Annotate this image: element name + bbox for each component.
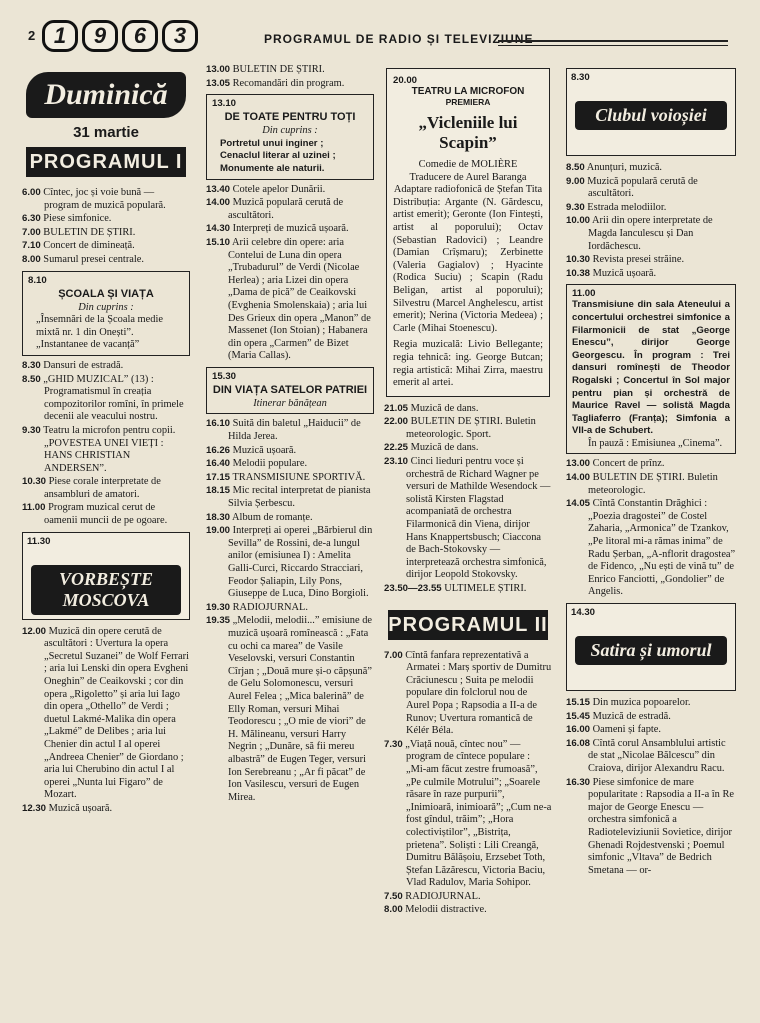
entry-text: Recomandări din program.: [232, 77, 345, 89]
entry-text: Melodii distractive.: [405, 904, 487, 916]
entry-time: 16.08: [566, 737, 591, 749]
box-bullet: Portretul unui inginer ;: [220, 137, 324, 149]
program-entry: [22, 803, 190, 816]
entry-time: 10.38: [566, 267, 591, 279]
entry-time: 8.00: [22, 253, 41, 265]
entry-time: 14.00: [206, 197, 231, 209]
entry-time: 15.45: [566, 710, 591, 722]
theatre-heading: TEATRU LA MICROFON: [411, 86, 525, 97]
entry-time: 23.50—23.55: [384, 583, 442, 594]
entry-time: 16.00: [566, 724, 591, 736]
entry-text: „GHID MUZICAL” (13) : Programatismul în creația compozitorilor romîni, în primele decenii ale veacului nostru.: [43, 373, 184, 423]
box-title: DE TOATE PENTRU TOȚI: [224, 111, 356, 124]
entry-text: Muzică de estradă.: [592, 710, 671, 722]
entry-time: 22.25: [384, 442, 409, 454]
box-bullet: „Însemnări de la Școala medie mixtă nr. 1 din Onești”.: [36, 314, 163, 338]
translation-credit: Traducere de Aurel Baranga: [409, 171, 527, 183]
entry-time: 6.00: [22, 187, 41, 198]
entry-text: Cîntă fanfara reprezentativă a Armatei : Marș sportiv de Dumitru Crăciunescu ; Suita pe melodii populare din folclorul nou de Aurel Popa ; Rapsodia a II-a de Runov; Uvertura romantică de Kélér Béla.: [405, 649, 552, 737]
entry-time: 9.00: [566, 175, 585, 187]
entry-text: Dansuri de estradă.: [43, 359, 124, 371]
entry-text: Concert de dimineață.: [43, 240, 135, 252]
entry-text: TRANSMISIUNE SPORTIVĂ.: [232, 471, 366, 483]
program-entry: [566, 458, 736, 471]
entry-time: 16.26: [206, 444, 231, 456]
entry-text: Piese corale interpretate de ansambluri de amatori.: [44, 476, 161, 500]
entry-time: 10.30: [22, 476, 47, 488]
entry-time: 8.30: [22, 359, 41, 371]
program-entry: [22, 502, 190, 527]
program-entry: [22, 360, 190, 373]
interval-text: În pauză : Emisiunea „Cinema”.: [588, 437, 723, 449]
entry-text: Oameni și fapte.: [592, 724, 662, 736]
program-entry: [384, 456, 552, 582]
program-entry: [206, 64, 374, 77]
program-entry: [566, 268, 736, 281]
program-entry: [566, 738, 736, 776]
box-bullet: Monumente ale naturii.: [220, 162, 325, 174]
box-bullet: Cenaclul literar al uzinei ;: [220, 150, 336, 162]
box-title: ȘCOALA ȘI VIAȚA: [58, 287, 154, 300]
play-author: Comedie de MOLIÈRE: [418, 159, 518, 170]
concert-text: Transmisiune din sala Ateneului a concertului orchestrei simfonice a Filarmonicii de stat „George Enescu”, dirijor George Georgescu. În program : Trei dansuri romînești de Theodor Rogalski ; Concertul în Sol major pentru pian și orchestră de Maurice Ravel — solistă Magda Tagliaferro (Franța); Simfonia a VII-a de Schubert.: [572, 299, 730, 437]
program-entry: [22, 425, 190, 475]
entry-text: Cîntă corul Ansamblului artistic de stat „Nicolae Bălcescu” din Craiova, dirijor Alexandru Racu.: [588, 737, 726, 774]
entry-text: Muzică populară cerută de ascultători.: [587, 175, 698, 200]
program-entry: [566, 711, 736, 724]
program-entry: [22, 476, 190, 501]
entry-text: BULETIN DE ȘTIRI.: [232, 64, 325, 75]
page-number: 2: [28, 28, 36, 43]
play-title: „Vicleniile lui Scapin”: [418, 113, 518, 152]
entry-time: 23.10: [384, 456, 409, 468]
column-3: [384, 64, 552, 918]
banner-label: Satira și umorul: [575, 636, 727, 665]
program-entry: [566, 777, 736, 878]
entry-text: BULETIN DE ȘTIRI. Buletin meteorologic. Sport.: [406, 416, 536, 440]
program-entry: [384, 403, 552, 416]
entry-time: 13.05: [206, 77, 231, 89]
year-digit: 6: [122, 20, 158, 52]
box-subtitle: Itinerar bănățean: [253, 397, 327, 409]
entry-text: Cîntec, joc și voie bună — program de muzică populară.: [43, 187, 166, 211]
box-title: DIN VIAȚA SATELOR PATRIEI: [212, 383, 368, 396]
entry-text: Cinci lieduri pentru voce și orchestră de Richard Wagner pe versuri de Mathilde Wesendock — solistă Kirsten Flagstad acompaniată de orchestra Filarmonică din Viena, dirijor Hans Knappertsbusch; Ciaccona de Bach-Stokovsky — interpretează orchestra simfonică, dirijor Leopold Stokovsky.: [406, 456, 551, 581]
column-1: [22, 64, 190, 817]
program-entry: [384, 904, 552, 917]
entry-text: Muzică populară cerută de ascultători.: [228, 197, 344, 221]
entry-time: 7.30: [384, 738, 403, 750]
moscow-banner: [22, 532, 190, 620]
entry-text: Interpreți de muzică ușoară.: [232, 223, 349, 235]
entry-text: Melodii populare.: [232, 458, 308, 470]
entry-time: 9.30: [566, 201, 585, 213]
box-time: 13.10: [212, 98, 237, 110]
entry-time: 14.00: [566, 472, 591, 484]
entry-time: 19.30: [206, 601, 231, 613]
villages-box: [206, 367, 374, 415]
program-2-title: PROGRAMUL II: [388, 610, 548, 640]
program-entry: [206, 512, 374, 525]
entry-time: 21.05: [384, 402, 409, 414]
entry-time: 14.30: [206, 223, 231, 235]
program-entry: [22, 254, 190, 267]
theatre-box: [386, 68, 550, 397]
program-entry: [206, 458, 374, 471]
entry-time: 14.05: [566, 498, 591, 510]
program-entry: [384, 739, 552, 890]
entry-time: 13.00: [206, 64, 231, 75]
entry-time: 8.50: [22, 373, 41, 385]
entry-text: Teatru la microfon pentru copii. „POVESTEA UNEI VIEȚI : HANS CHRISTIAN ANDERSEN”.: [43, 424, 176, 474]
program-entry: [22, 374, 190, 424]
entry-text: Revista presei străine.: [592, 254, 685, 266]
school-box: [22, 271, 190, 356]
entry-time: 10.00: [566, 215, 591, 227]
entry-text: Muzică din opere cerută de ascultători : Uvertura la opera „Secretul Suzanei” de Wolf Ferrari ; aria lui Lenski din opera Evgheni Oneghin” de Ceaikovski ; cor din opera „Rigoletto” și aria lui Iago din opera „Othello” de Verdi ; duetul Lakmé-Malika din opera „Lakmé” de Delibes ; aria lui Chenier din actul I al operei „Andreea Chenier” de Giordano ; aria lui Cherubino din actul I al operei „Nunta lui Figaro” de Mozart.: [44, 625, 189, 801]
entry-time: 18.15: [206, 485, 231, 497]
year-digit: 3: [162, 20, 198, 52]
program-entry: [22, 240, 190, 253]
entry-time: 19.00: [206, 525, 231, 537]
entry-time: 19.35: [206, 615, 231, 627]
entry-text: Estrada melodiilor.: [587, 201, 667, 213]
program-entry: [566, 176, 736, 201]
entry-text: Muzică ușoară.: [592, 267, 657, 279]
program-entry: [384, 583, 552, 596]
program-entry: [566, 202, 736, 215]
entry-time: 8.00: [384, 904, 403, 916]
program-1-title: PROGRAMUL I: [26, 147, 186, 177]
entry-time: 11.00: [22, 502, 46, 514]
entry-time: 6.30: [22, 213, 41, 225]
program-entry: [206, 237, 374, 363]
entry-time: 16.40: [206, 458, 231, 470]
program-entry: [566, 162, 736, 175]
program-entry: [206, 472, 374, 485]
entry-text: Arii din opere interpretate de Magda Ianculescu și Dan Iordăchescu.: [588, 215, 713, 252]
entry-text: „Viață nouă, cîntec nou” — program de cîntece populare : „Mi-am făcut zestre frumoasă”, „Pe culmile Motrului”; „Soarele răsare în raze purpurii”, „Inimioară, inimioară”; „Cum ne-a fost gîndul, trăim”; „Hora colectiviștilor”, „Bistrița, prietena”. Soliști : Lili Creangă, Dumitru Bălășoiu, Erzsebet Toth, Ștefan Lăzărescu, Victoria Baciu, Vlad Radulov, Maria Sohipor.: [405, 738, 552, 889]
program-entry: [384, 442, 552, 455]
program-entry: [384, 416, 552, 441]
entry-time: 15.10: [206, 236, 231, 248]
program-entry: [206, 525, 374, 601]
entry-time: 15.15: [566, 697, 591, 708]
entry-text: Muzică ușoară.: [48, 802, 113, 814]
header-rule: [498, 40, 728, 46]
program-entry: [566, 472, 736, 497]
program-entry: [206, 184, 374, 197]
box-bullet: „Instantanee de vacanță”: [36, 339, 140, 351]
entry-text: RADIOJURNAL.: [232, 601, 308, 613]
entry-text: „Melodii, melodii...” emisiune de muzică ușoară romînească : „Fata cu ochi ca marea” de Vasile Veselovski, versuri Constantin Cîrjan ; „Două mure și-o căpșună” de Gelu Solomonescu, versuri Aurel Felea ; „Mica balerină” de Elly Roman, versuri Mihai Teodorescu ; „O mie de viori” de H. Mălineanu, versuri Harry Negrin ; „Dunăre, să fii mereu albastră” de Eugen Teger, versuri Ion Serebreanu ; „Ar fi păcat” de Ion Vasilescu, versuri de Eugen Mirea.: [228, 615, 373, 803]
banner-label: Clubul voioșiei: [575, 101, 727, 130]
entry-time: 22.00: [384, 416, 409, 428]
box-time: 8.10: [28, 274, 47, 286]
entry-time: 13.00: [566, 458, 591, 470]
program-entry: [206, 197, 374, 222]
direction-credits: Regia muzicală: Livio Bellegante; regia tehnică: ing. George Butcan; regia artistică: Mihai Zirra, maestru emerit al artei.: [393, 339, 543, 389]
banner-time: 8.30: [571, 72, 590, 83]
year-logo: [42, 20, 198, 52]
program-entry: [206, 615, 374, 804]
program-entry: [384, 650, 552, 738]
box-time: 20.00: [393, 75, 418, 86]
cast-list: Distribuția: Argante (N. Gărdescu, artist emerit); Geronte (Ion Fintești, artist al poporului); Octav (Sebastian Radovici) ; Leandre (Damian Crîșmaru); Zerbinette (Valeria Gagialov) ; Hyacinte (Rodica Suciu) ; Scapin (Radu Beligan, artist al poporului); Silvestru (Marcel Anghelescu, artist emerit); Nerina (Victoria Medeea) ; Carle (Mihai Stoenescu).: [393, 196, 543, 334]
entry-text: Piese simfonice de mare popularitate : Rapsodia a II-a în Re major de George Enescu — orchestra simfonică a Radioteleviziunii Sovietice, dirijor Ghenadi Rojdestvenski ; Poemul simfonic „Vltava” de Bedrich Smetana — or-: [588, 776, 734, 876]
entry-text: Concert de prînz.: [592, 458, 665, 470]
entry-text: Cotele apelor Dunării.: [232, 183, 326, 195]
entry-time: 18.30: [206, 511, 231, 523]
program-entry: [22, 213, 190, 226]
entry-text: Program muzical cerut de oamenii muncii de pe ogoare.: [44, 502, 168, 527]
entry-time: 7.10: [22, 240, 41, 252]
premiere-label: PREMIERA: [445, 97, 491, 107]
entry-text: Din muzica popoarelor.: [592, 697, 691, 708]
banner-time: 11.30: [27, 535, 51, 547]
club-banner: [566, 68, 736, 156]
entry-text: ULTIMELE ȘTIRI.: [444, 583, 527, 594]
entry-time: 16.10: [206, 418, 231, 430]
program-entry: [566, 697, 736, 710]
program-entry: [566, 724, 736, 737]
entry-time: 10.30: [566, 254, 591, 266]
box-time: 11.00: [572, 288, 596, 300]
program-entry: [22, 626, 190, 802]
satire-banner: [566, 603, 736, 691]
entry-time: 7.00: [384, 649, 403, 661]
entry-time: 7.50: [384, 890, 403, 902]
entry-text: BULETIN DE ȘTIRI. Buletin meteorologic.: [588, 472, 718, 496]
year-digit: 9: [82, 20, 118, 52]
entry-time: 12.00: [22, 625, 47, 637]
entry-text: Muzică de dans.: [410, 442, 479, 454]
entry-text: Suită din baletul „Haiducii” de Hilda Jerea.: [228, 418, 361, 443]
entry-text: Mic recital interpretat de pianista Silvia Șerbescu.: [228, 485, 371, 510]
entry-text: Interpreți ai operei „Bărbierul din Sevilla” de Rossini, de-a lungul anilor (emisiunea I) : Amelita Galli-Curci, Riccardo Stracciari, Feodor Șaliapin, Lily Pons, Giuseppe de Luca, Dino Borgioli.: [228, 525, 373, 600]
entry-text: Muzică de dans.: [410, 402, 479, 414]
program-entry: [22, 227, 190, 240]
box-subtitle: Din cuprins :: [262, 125, 318, 137]
entry-time: 9.30: [22, 424, 41, 436]
entry-time: 13.40: [206, 183, 231, 195]
de-toate-box: [206, 94, 374, 179]
adaptation-credit: Adaptare radiofonică de Ștefan Tita: [393, 184, 543, 196]
entry-text: RADIOJURNAL.: [405, 890, 481, 902]
box-time: 15.30: [212, 370, 237, 382]
column-2: [206, 64, 374, 805]
program-entry: [384, 891, 552, 904]
program-entry: [566, 254, 736, 267]
banner-label: VORBEȘTE MOSCOVA: [31, 565, 181, 615]
box-subtitle: Din cuprins :: [78, 301, 134, 313]
program-entry: [566, 215, 736, 253]
program-entry: [206, 78, 374, 91]
entry-text: Album de romanțe.: [232, 511, 313, 523]
entry-text: Sumarul presei centrale.: [43, 253, 144, 265]
date-title: 31 martie: [73, 124, 139, 141]
entry-time: 8.50: [566, 162, 585, 173]
program-entry: [206, 445, 374, 458]
entry-time: 16.30: [566, 776, 591, 788]
concert-box: [566, 284, 736, 454]
year-digit: 1: [42, 20, 78, 52]
entry-text: Piese simfonice.: [43, 213, 112, 225]
banner-time: 14.30: [571, 607, 596, 618]
entry-time: 12.30: [22, 802, 47, 814]
column-4: [566, 64, 736, 878]
entry-time: 7.00: [22, 226, 41, 238]
entry-text: Anunțuri, muzică.: [586, 162, 663, 173]
program-entry: [206, 223, 374, 236]
entry-text: Cîntă Constantin Drăghici : „Poezia dragostei” de Costel Zaharia, „Armonica” de Tzankov, „Pe litoral mi-a rămas inima” de Radu Șerban, „A-nflorit dragostea” de Fidenco, „Nu ești de vină tu” de Enrico Fanciotti, „Gondolier” de Angelis.: [588, 498, 736, 598]
entry-text: Arii celebre din opere: aria Contelui de Luna din opera „Trubadurul” de Verdi (Nicolae Herlea) ; aria Lizei din opera „Dama de pică” de Ceaikovski (Evghenia Smolenskaia) ; aria lui Des Grieux din opera „Manon” de Massenet (Ion Stoian) ; Habanera din opera „Carmen” de Bizet (Maria Callas).: [228, 236, 371, 362]
program-entry: [22, 187, 190, 212]
program-entry: [566, 498, 736, 599]
header-title: PROGRAMUL DE RADIO ȘI TELEVIZIUNE: [264, 32, 534, 46]
page-header: [28, 18, 728, 56]
entry-text: BULETIN DE ȘTIRI.: [43, 226, 136, 238]
entry-time: 17.15: [206, 471, 231, 483]
day-title: Duminică: [26, 72, 186, 118]
program-entry: [206, 602, 374, 615]
program-entry: [206, 418, 374, 443]
program-entry: [206, 485, 374, 510]
entry-text: Muzică ușoară.: [232, 444, 297, 456]
